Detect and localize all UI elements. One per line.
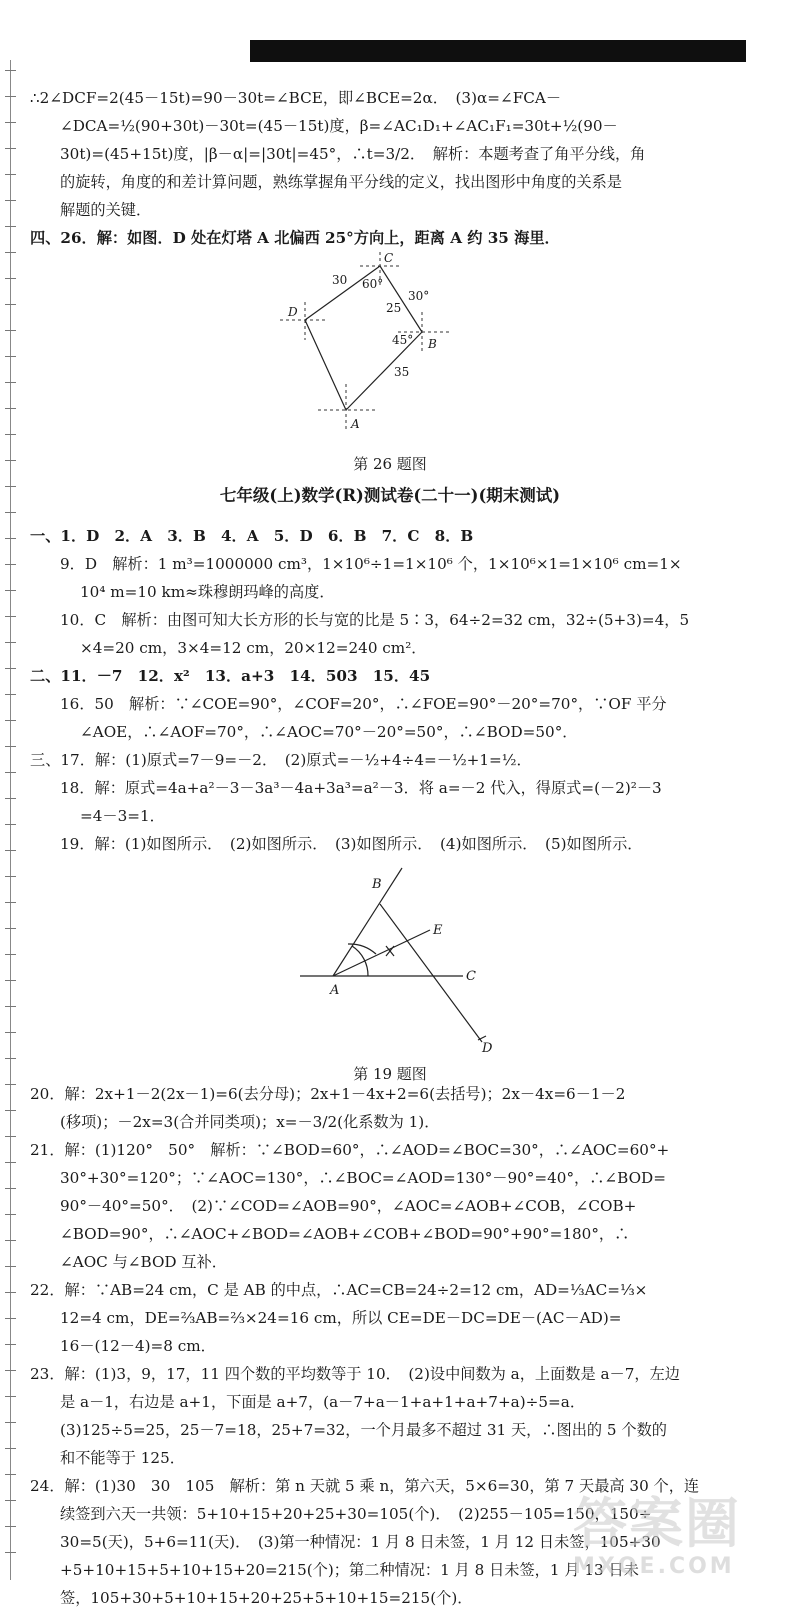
- binding-tick: [5, 564, 16, 565]
- text-line: ×4=20 cm，3×4=12 cm，20×12=240 cm²．: [80, 639, 427, 657]
- text-line: 23．解：(1)3，9，17，11 四个数的平均数等于 10． (2)设中间数为 a，上面数是 a－7，左边: [30, 1365, 680, 1383]
- binding-tick: [5, 1318, 16, 1319]
- num-angle-b2: 45°: [392, 333, 414, 347]
- binding-tick: [5, 1006, 16, 1007]
- binding-tick: [5, 1370, 16, 1371]
- label-a: A: [351, 417, 360, 431]
- binding-tick: [5, 70, 16, 71]
- binding-tick: [5, 1526, 16, 1527]
- text-line: 10⁴ m=10 km≈珠穆朗玛峰的高度．: [80, 583, 335, 601]
- label-e: E: [433, 923, 443, 938]
- binding-tick: [5, 850, 16, 851]
- answers-part-1: [30, 522, 750, 858]
- binding-tick: [5, 304, 16, 305]
- binding-tick: [5, 1136, 16, 1137]
- text-line: 16．50 解析：∵∠COE=90°，∠COF=20°，∴∠FOE=90°－20°=70°，∵OF 平分: [60, 695, 667, 713]
- text-line: 是 a－1，右边是 a+1，下面是 a+7，(a－7+a－1+a+1+a+7+a)÷5=a．: [60, 1393, 586, 1411]
- label-b: B: [428, 337, 437, 351]
- label-a: A: [330, 983, 340, 998]
- watermark-text: 答案圈: [573, 1492, 741, 1555]
- binding-tick: [5, 1344, 16, 1345]
- label-b: B: [372, 877, 382, 892]
- q25-continuation: [30, 84, 750, 224]
- binding-tick: [5, 668, 16, 669]
- binding-tick: [5, 1240, 16, 1241]
- text-line: 20．解：2x+1－2(2x－1)=6(去分母)；2x+1－4x+2=6(去括号)；2x－4x=6－1－2: [30, 1085, 626, 1103]
- binding-tick: [5, 330, 16, 331]
- binding-tick: [5, 1500, 16, 1501]
- text-line: 续签到六天一共领：5+10+15+20+25+30=105(个)． (2)255－105=150，150÷: [60, 1505, 652, 1523]
- figure-19-caption: 第 19 题图: [353, 1065, 427, 1083]
- binding-tick: [5, 1188, 16, 1189]
- text-line: 24．解：(1)30 30 105 解析：第 n 天就 5 乘 n，第六天，5×6=30，第 7 天最高 30 个，连: [30, 1477, 700, 1495]
- num-angle-b1: 30°: [408, 289, 430, 303]
- binding-tick: [5, 408, 16, 409]
- binding-tick: [5, 512, 16, 513]
- text-line: 30=5(天)，5+6=11(天)． (3)第一种情况：1 月 8 日未签，1 月 12 日未签，105+30: [60, 1533, 661, 1551]
- binding-tick: [5, 590, 16, 591]
- binding-tick: [5, 1214, 16, 1215]
- binding-rail: [10, 60, 11, 1580]
- binding-tick: [5, 876, 16, 877]
- segment-ad: [305, 320, 346, 410]
- binding-tick: [5, 1422, 16, 1423]
- label-c: C: [384, 252, 394, 265]
- q26-answer: 四、26．解：如图．D 处在灯塔 A 北偏西 25°方向上，距离 A 约 35 海里．: [30, 229, 560, 247]
- text-line: ∠BOD=90°，∴∠AOC+∠BOD=∠AOB+∠COB+∠BOD=90°+90°=180°，∴: [60, 1225, 630, 1243]
- text-line: 12=4 cm，DE=⅔AB=⅔×24=16 cm，所以 CE=DE－DC=DE－(AC－AD)=: [60, 1309, 622, 1327]
- binding-tick: [5, 200, 16, 201]
- binding-tick: [5, 96, 16, 97]
- binding-tick: [5, 382, 16, 383]
- binding-tick: [5, 824, 16, 825]
- figure-19-diagram: [30, 858, 750, 1052]
- num-cd: 30: [332, 273, 348, 287]
- binding-tick: [5, 980, 16, 981]
- label-d: D: [482, 1041, 493, 1052]
- watermark-url: MXQE.COM: [573, 1554, 735, 1579]
- answer-page: [30, 84, 750, 1612]
- binding-tick: [5, 1474, 16, 1475]
- binding-tick: [5, 746, 16, 747]
- binding-tick: [5, 642, 16, 643]
- text-line: 一、1．D 2．A 3．B 4．A 5．D 6．B 7．C 8．B: [30, 527, 474, 545]
- binding-tick: [5, 1032, 16, 1033]
- binding-tick: [5, 486, 16, 487]
- label-c: C: [466, 969, 476, 984]
- label-d: D: [288, 305, 298, 319]
- text-line: 解题的关键．: [60, 201, 152, 219]
- binding-margin: [4, 60, 18, 1580]
- figure-26: [30, 252, 750, 473]
- binding-tick: [5, 772, 16, 773]
- text-line: ∠AOC 与∠BOD 互补．: [60, 1253, 227, 1271]
- binding-tick: [5, 1266, 16, 1267]
- binding-tick: [5, 616, 16, 617]
- text-line: 30t)=(45+15t)度，|β－α|=|30t|=45°，∴t=3/2． 解析：本题考查了角平分线，角: [60, 145, 646, 163]
- binding-tick: [5, 434, 16, 435]
- binding-tick: [5, 1396, 16, 1397]
- text-line: 和不能等于 125．: [60, 1449, 185, 1467]
- binding-tick: [5, 538, 16, 539]
- binding-tick: [5, 1058, 16, 1059]
- binding-tick: [5, 954, 16, 955]
- text-line: 签，105+30+5+10+15+20+25+5+10+15=215(个)．: [60, 1589, 473, 1607]
- text-line: 18．解：原式=4a+a²－3－3a³－4a+3a³=a²－3．将 a=－2 代入，得原式=(－2)²－3: [60, 779, 662, 797]
- binding-tick: [5, 278, 16, 279]
- text-line: +5+10+15+5+10+15+20=215(个)；第二种情况：1 月 8 日未签，1 月 13 日未: [60, 1561, 639, 1579]
- text-line: 的旋转，角度的和差计算问题，熟练掌握角平分线的定义，找出图形中角度的关系是: [60, 173, 622, 191]
- binding-tick: [5, 356, 16, 357]
- text-line: ∠DCA=½(90+30t)－30t=(45－15t)度，β=∠AC₁D₁+∠AC₁F₁=30t+½(90－: [60, 117, 618, 135]
- figure-26-caption: 第 26 题图: [353, 455, 427, 473]
- text-line: ∴2∠DCF=2(45－15t)=90－30t=∠BCE，即∠BCE=2α． (3)α=∠FCA－: [30, 89, 562, 107]
- binding-tick: [5, 902, 16, 903]
- binding-tick: [5, 928, 16, 929]
- text-line: (移项)；－2x=3(合并同类项)；x=－3/2(化系数为 1)．: [60, 1113, 440, 1131]
- binding-tick: [5, 1110, 16, 1111]
- text-line: 三、17．解：(1)原式=7－9=－2． (2)原式=－½+4÷4=－½+1=½．: [30, 751, 532, 769]
- text-line: 二、11．－7 12．x² 13．a+3 14．503 15．45: [30, 667, 431, 685]
- text-line: 30°+30°=120°；∵∠AOC=130°，∴∠BOC=∠AOD=130°－90°=40°，∴∠BOD=: [60, 1169, 666, 1187]
- binding-tick: [5, 122, 16, 123]
- binding-tick: [5, 174, 16, 175]
- text-line: 21．解：(1)120° 50° 解析：∵∠BOD=60°，∴∠AOD=∠BOC=30°，∴∠AOC=60°+: [30, 1141, 670, 1159]
- num-angle-c: 60°: [362, 277, 384, 291]
- text-line: 9．D 解析：1 m³=1000000 cm³，1×10⁶÷1=1×10⁶ 个，1×10⁶×1=1×10⁶ cm=1×: [60, 555, 682, 573]
- text-line: 10．C 解析：由图可知大长方形的长与宽的比是 5∶3，64÷2=32 cm，32÷(5+3)=4，5: [60, 611, 690, 629]
- binding-tick: [5, 148, 16, 149]
- test-title: 七年级(上)数学(R)测试卷(二十一)(期末测试): [219, 486, 561, 505]
- figure-19: [30, 858, 750, 1083]
- text-line: (3)125÷5=25，25－7=18，25+7=32，一个月最多不超过 31 天，∴图出的 5 个数的: [60, 1421, 667, 1439]
- binding-tick: [5, 1552, 16, 1553]
- text-line: 16－(12－4)=8 cm．: [60, 1337, 216, 1355]
- binding-tick: [5, 252, 16, 253]
- text-line: 90°－40°=50°． (2)∵∠COD=∠AOB=90°，∠AOC=∠AOB+∠COB，∠COB+: [60, 1197, 637, 1215]
- binding-tick: [5, 1162, 16, 1163]
- figure-26-diagram: [30, 252, 750, 442]
- num-ab: 35: [394, 365, 410, 379]
- binding-tick: [5, 1292, 16, 1293]
- text-line: 22．解：∵AB=24 cm，C 是 AB 的中点，∴AC=CB=24÷2=12 cm，AD=⅓AC=⅓×: [30, 1281, 648, 1299]
- header-black-bar: [250, 40, 746, 62]
- binding-tick: [5, 1084, 16, 1085]
- binding-tick: [5, 460, 16, 461]
- text-line: =4－3=1．: [80, 807, 165, 825]
- watermark-logo: [573, 1494, 773, 1584]
- binding-tick: [5, 226, 16, 227]
- text-line: 19．解：(1)如图所示． (2)如图所示． (3)如图所示． (4)如图所示． (5)如图所示．: [60, 835, 643, 853]
- binding-tick: [5, 1448, 16, 1449]
- binding-tick: [5, 720, 16, 721]
- text-line: ∠AOE，∴∠AOF=70°，∴∠AOC=70°－20°=50°，∴∠BOD=50°．: [80, 723, 578, 741]
- num-cb: 25: [386, 301, 402, 315]
- binding-tick: [5, 798, 16, 799]
- binding-tick: [5, 694, 16, 695]
